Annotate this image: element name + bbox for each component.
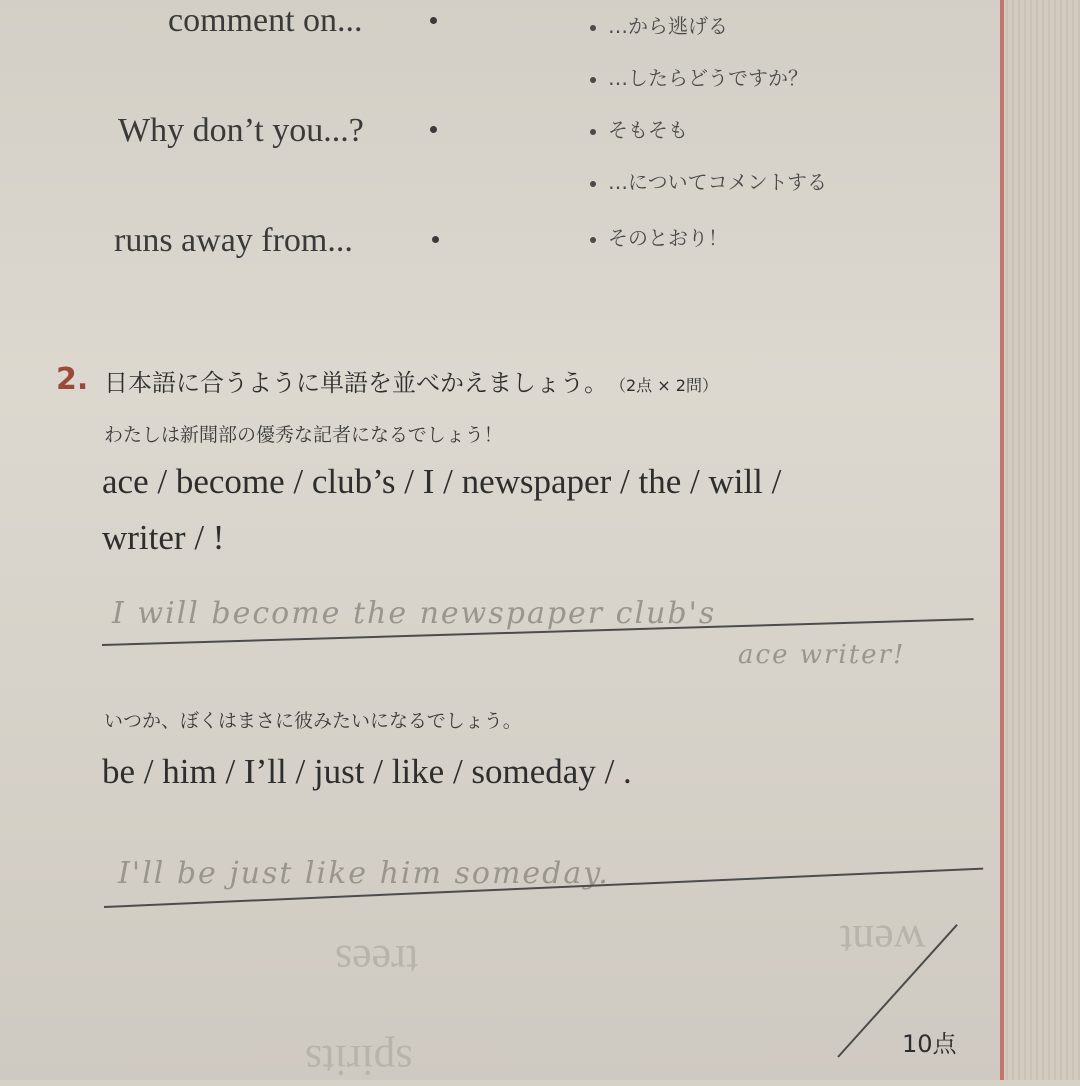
match-left-item: comment on... <box>168 2 363 39</box>
match-left-item: runs away from... <box>114 222 353 259</box>
points-note: （2点 × 2問） <box>618 376 718 395</box>
match-right-item[interactable]: …についてコメントする <box>590 166 827 195</box>
question-number: 2. <box>56 362 89 397</box>
show-through-text: went <box>840 916 926 965</box>
match-left-dot[interactable] <box>432 236 439 243</box>
margin-rule <box>1000 0 1004 1080</box>
japanese-prompt: いつか、ぼくはまさに彼みたいになるでしょう。 <box>104 710 522 732</box>
match-left-dot[interactable] <box>430 126 437 133</box>
score-total: 10点 <box>902 1030 957 1058</box>
bullet-icon <box>590 25 596 31</box>
bullet-icon <box>590 237 596 243</box>
match-left-dot[interactable] <box>430 17 437 24</box>
word-bank-line: be / him / I’ll / just / like / someday / . <box>102 752 632 791</box>
match-right-item[interactable]: そのとおり！ <box>590 222 728 251</box>
match-left-item: Why don’t you...? <box>118 112 364 149</box>
bullet-icon <box>590 181 596 187</box>
show-through-text: trees <box>335 936 419 985</box>
handwritten-answer[interactable]: I will become the newspaper club's <box>112 596 717 631</box>
japanese-prompt: わたしは新聞部の優秀な記者になるでしょう！ <box>104 424 503 446</box>
word-bank-line: writer / ! <box>102 518 225 557</box>
bullet-icon <box>590 77 596 83</box>
handwritten-answer[interactable]: I'll be just like him someday. <box>118 856 610 891</box>
question-instruction: 日本語に合うように単語を並べかえましょう。 （2点 × 2問） <box>104 369 718 397</box>
word-bank-line: ace / become / club’s / I / newspaper / the / will / <box>102 462 782 501</box>
bullet-icon <box>590 129 596 135</box>
show-through-text: spirits <box>305 1036 413 1085</box>
page-margin <box>1000 0 1080 1080</box>
handwritten-answer[interactable]: ace writer! <box>738 640 906 670</box>
match-right-item[interactable]: …したらどうですか？ <box>590 62 808 91</box>
match-right-item[interactable]: そもそも <box>590 114 688 143</box>
match-right-item[interactable]: …から逃げる <box>590 10 728 39</box>
